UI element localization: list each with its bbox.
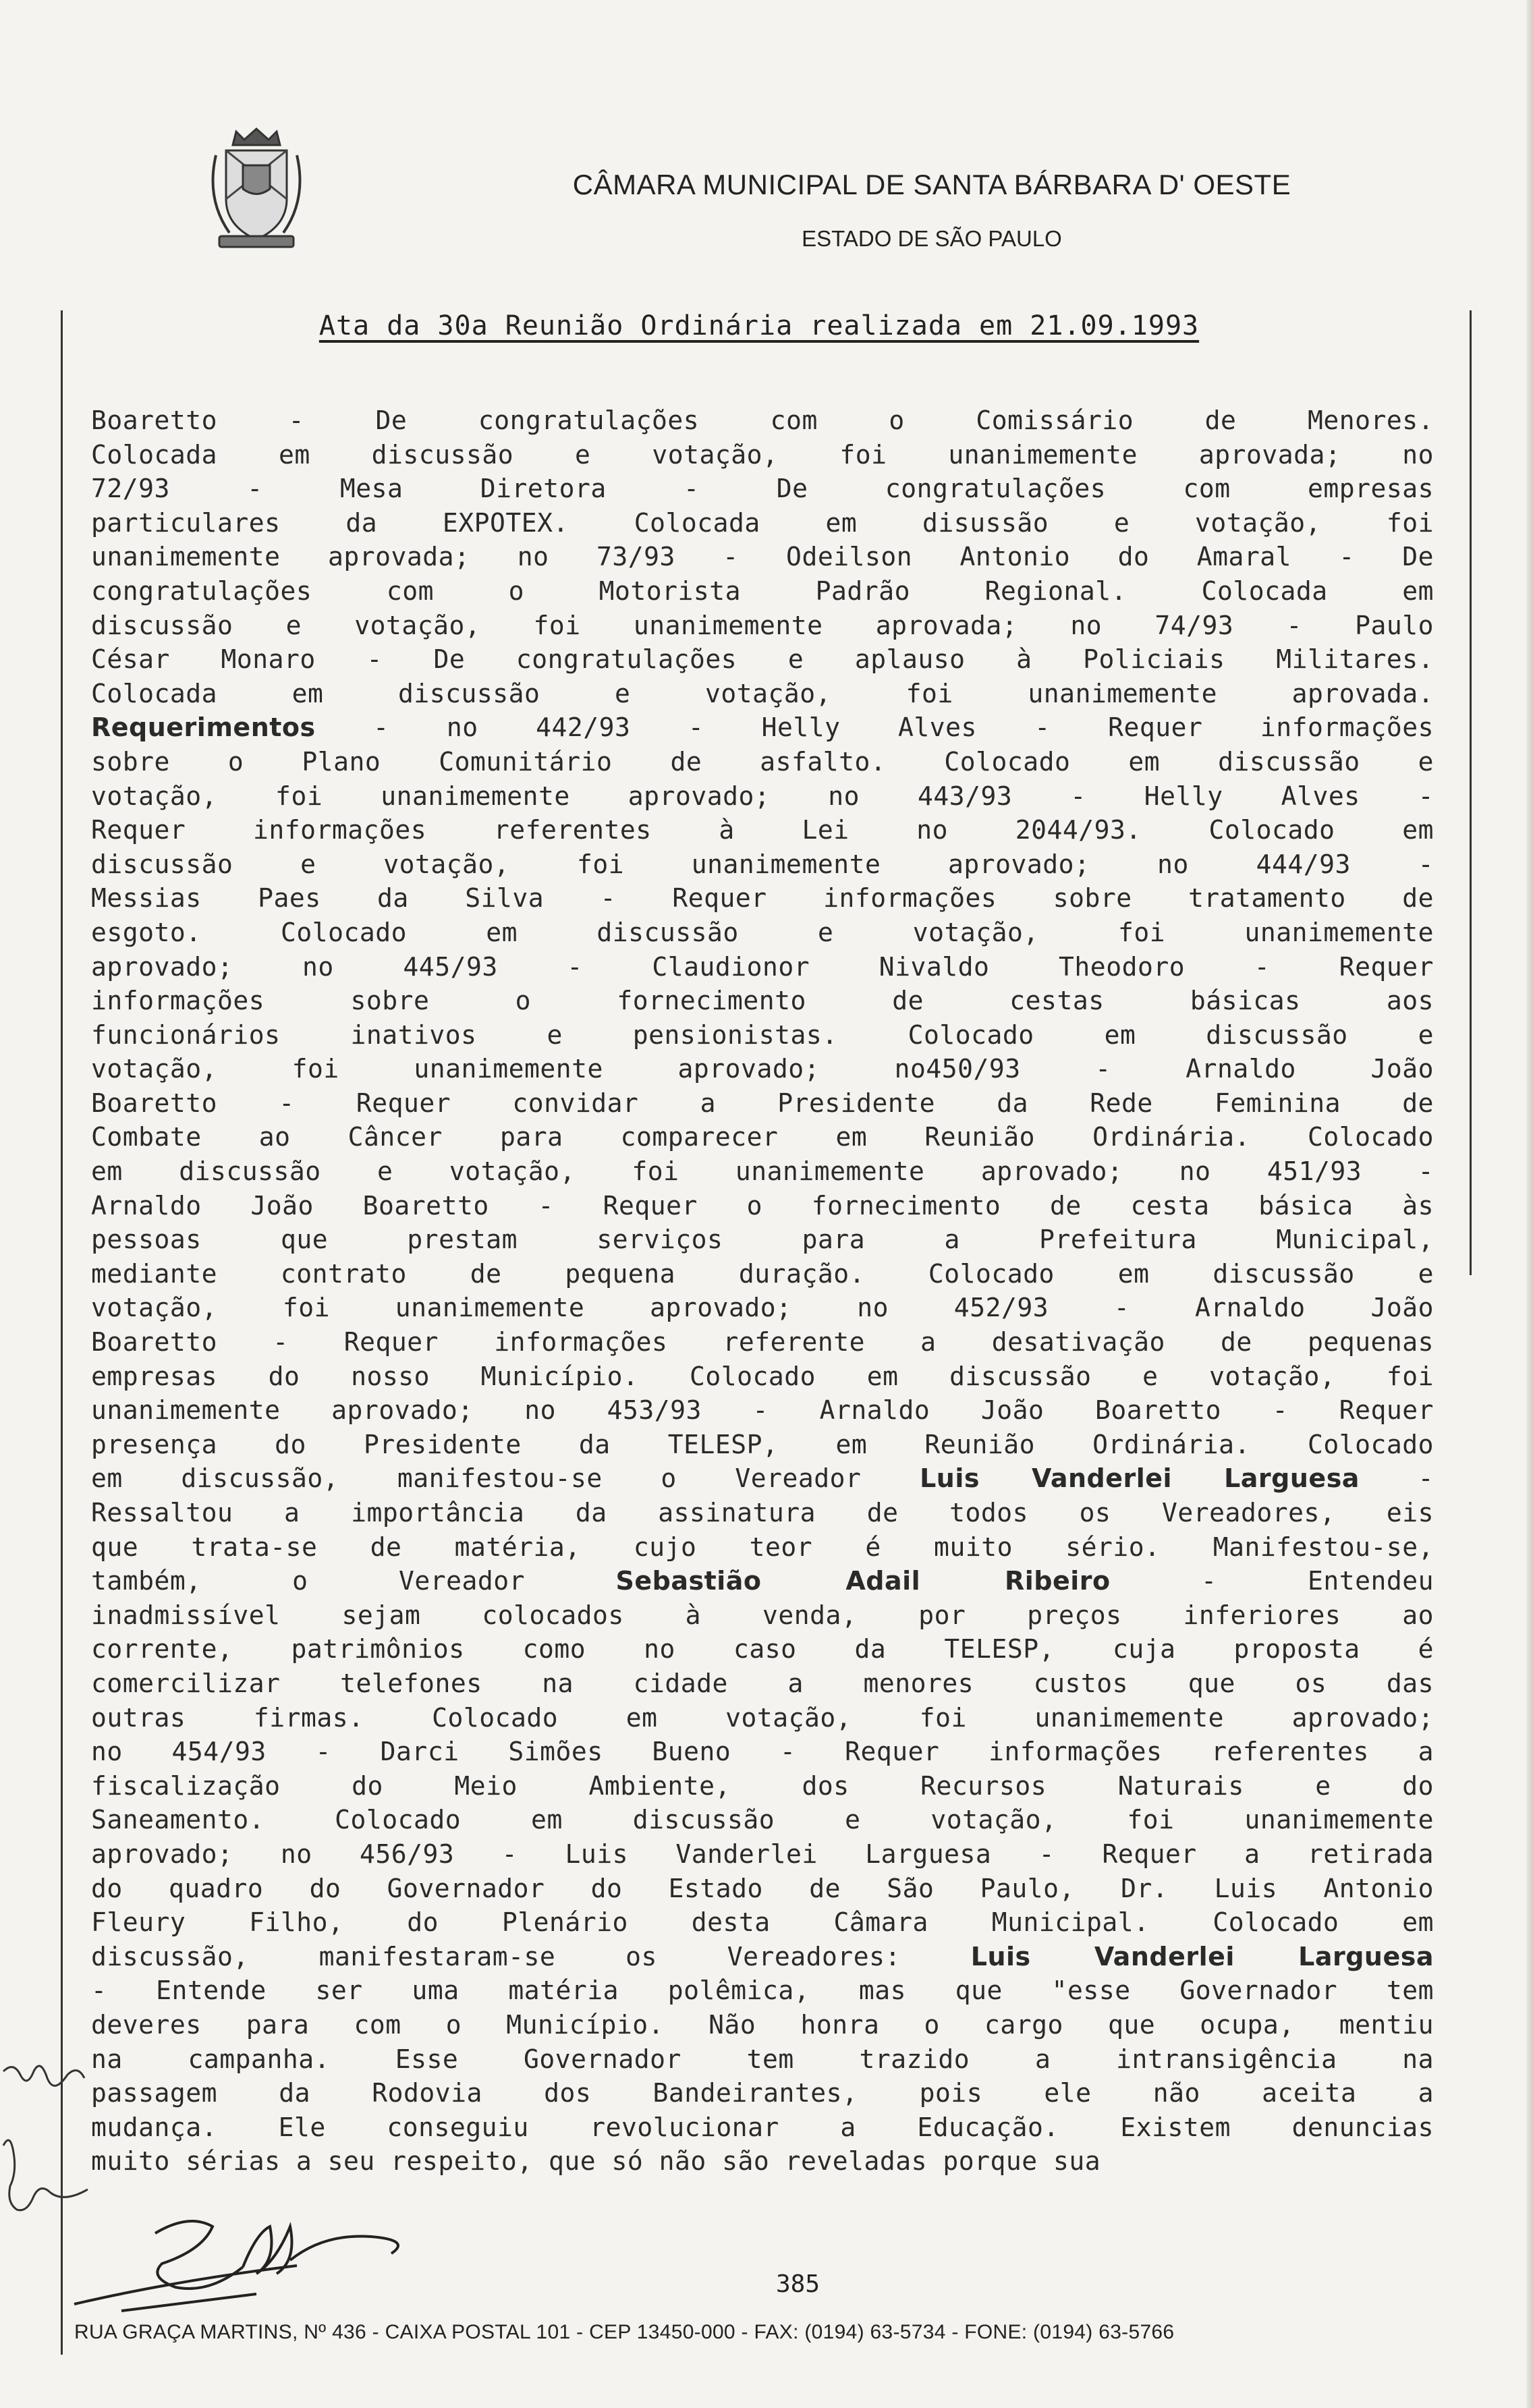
body-line [91,881,1434,916]
body-line [91,1257,1434,1291]
body-line [91,1803,1434,1837]
body-line [91,1735,1434,1769]
body-line [91,1973,1434,2008]
body-emphasis: Luis Vanderlei Larguesa [920,1463,1360,1494]
body-line [91,779,1434,814]
body-text-run: na campanha. Esse Governador tem trazido a intransigência na [91,2044,1434,2074]
footer-address: RUA GRAÇA MARTINS, Nº 436 - CAIXA POSTAL 101 - CEP 13450-000 - FAX: (0194) 63-5734 - FONE: (0194) 63-5766 [74,2321,1175,2343]
body-text-run: - Entende ser uma matéria polêmica, mas que "esse Governador tem [91,1976,1434,2006]
page-number: 385 [776,2270,820,2298]
body-text-run: Messias Paes da Silva - Requer informações sobre tratamento de [91,883,1434,914]
body-line [91,813,1434,847]
body-text-run: sobre o Plano Comunitário de asfalto. Colocado em discussão e [91,746,1434,777]
body-text-run: informações sobre o fornecimento de cestas básicas aos [91,986,1434,1016]
body-line [91,1086,1434,1121]
body-line [91,1667,1434,1701]
body-text-run: Arnaldo João Boaretto - Requer o fornecimento de cesta básica às [91,1190,1434,1221]
body-line [91,1428,1434,1462]
body-text-run: Boaretto - De congratulações com o Comissário de Menores. [91,405,1434,435]
body-line [91,1872,1434,1906]
body-line [91,1905,1434,1940]
body-line [91,2076,1434,2110]
body-line [91,1564,1434,1598]
body-line [91,677,1434,711]
body-line [91,984,1434,1018]
body-line [91,1598,1434,1633]
body-line [91,438,1434,472]
body-text-run: Colocada em discussão e votação, foi unanimemente aprovada; no [91,439,1434,470]
body-line [91,745,1434,779]
body-text-run: mediante contrato de pequena duração. Colocado em discussão e [91,1258,1434,1289]
body-text-run: pessoas que prestam serviços para a Prefeitura Municipal, [91,1225,1434,1255]
body-text-run: empresas do nosso Município. Colocado em discussão e votação, foi [91,1361,1434,1391]
body-text-run: discussão e votação, foi unanimemente aprovada; no 74/93 - Paulo [91,610,1434,640]
body-text-run: particulares da EXPOTEX. Colocada em disussão e votação, foi [91,507,1434,538]
body-text-run: Saneamento. Colocado em discussão e votação, foi unanimemente [91,1805,1434,1835]
body-text-run: corrente, patrimônios como no caso da TELESP, cuja proposta é [91,1634,1434,1664]
body-text-run: no 454/93 - Darci Simões Bueno - Requer informações referentes a [91,1737,1434,1767]
body-text-run: aprovado; no 445/93 - Claudionor Nivaldo Theodoro - Requer [91,951,1434,982]
body-line [91,2110,1434,2145]
body-line [91,642,1434,677]
body-line [91,1189,1434,1223]
handwritten-signature [54,2186,432,2321]
body-line [91,2042,1434,2077]
body-line [91,1223,1434,1257]
body-line [91,1837,1434,1872]
body-text-run: aprovado; no 456/93 - Luis Vanderlei Larguesa - Requer a retirada [91,1839,1434,1869]
body-text-run: deveres para com o Município. Não honra o cargo que ocupa, mentiu [91,2009,1434,2040]
body-text-run: que trata-se de matéria, cujo teor é muito sério. Manifestou-se, [91,1532,1434,1562]
body-text-run: Colocada em discussão e votação, foi unanimemente aprovada. [91,678,1434,708]
body-text-run: Combate ao Câncer para comparecer em Reunião Ordinária. Colocado [91,1122,1434,1152]
body-line [91,1393,1434,1428]
body-text-run: comercilizar telefones na cidade a menores custos que os das [91,1668,1434,1698]
body-text-run: - Entendeu [1110,1566,1434,1596]
body-text-run: fiscalização do Meio Ambiente, dos Recursos Naturais e do [91,1770,1434,1801]
body-line [91,1496,1434,1530]
minutes-body [91,403,1434,2179]
body-text-run: Ressaltou a importância da assinatura de todos os Vereadores, eis [91,1498,1434,1528]
body-text-run: 72/93 - Mesa Diretora - De congratulações com empresas [91,474,1434,504]
body-line [91,1360,1434,1394]
body-text-run: presença do Presidente da TELESP, em Reunião Ordinária. Colocado [91,1429,1434,1459]
body-text-run: unanimemente aprovada; no 73/93 - Odeilson Antonio do Amaral - De [91,542,1434,572]
body-text-run: - [1359,1463,1434,1494]
body-text-run: votação, foi unanimemente aprovado; no 443/93 - Helly Alves - [91,781,1434,811]
body-line [91,1461,1434,1496]
body-text-run: César Monaro - De congratulações e aplauso à Policiais Militares. [91,644,1434,675]
body-emphasis: Luis Vanderlei Larguesa [970,1941,1434,1971]
body-line [91,609,1434,643]
body-line [91,1052,1434,1086]
body-line [91,1120,1434,1154]
body-text-run: Requer informações referentes à Lei no 2044/93. Colocado em [91,815,1434,845]
body-line [91,506,1434,540]
body-text-run: discussão, manifestaram-se os Vereadores: [91,1941,971,1971]
state-name: ESTADO DE SÃO PAULO [802,226,1062,251]
body-text-run: muito sérias a seu respeito, que só não são reveladas porque sua [91,2146,1101,2177]
body-text-run: - no 442/93 - Helly Alves - Requer informações [315,712,1434,743]
body-text-run: Boaretto - Requer convidar a Presidente da Rede Feminina de [91,1088,1434,1118]
body-line [91,574,1434,609]
left-margin-rule [61,310,63,2355]
body-text-run: Boaretto - Requer informações referente a desativação de pequenas [91,1327,1434,1357]
body-text-run: congratulações com o Motorista Padrão Regional. Colocada em [91,576,1434,606]
body-line [91,540,1434,574]
body-text-run: mudança. Ele conseguiu revolucionar a Educação. Existem denuncias [91,2112,1434,2142]
document-title: Ata da 30a Reunião Ordinária realizada em 21.09.1993 [318,310,1200,341]
body-line [91,1530,1434,1565]
page-edge [1526,0,1533,2408]
body-text-run: passagem da Rodovia dos Bandeirantes, pois ele não aceita a [91,2078,1434,2108]
body-line [91,1154,1434,1189]
body-text-run: unanimemente aprovado; no 453/93 - Arnaldo João Boaretto - Requer [91,1395,1434,1426]
body-emphasis: Requerimentos [91,712,316,743]
body-line [91,472,1434,506]
body-line [91,710,1434,745]
body-text-run: outras firmas. Colocado em votação, foi unanimemente aprovado; [91,1702,1434,1733]
body-line [91,403,1434,438]
body-line [91,1325,1434,1360]
body-line [91,950,1434,984]
body-text-run: em discussão, manifestou-se o Vereador [91,1463,920,1494]
body-text-run: votação, foi unanimemente aprovado; no450/93 - Arnaldo João [91,1054,1434,1084]
body-line [91,847,1434,882]
body-line [91,1769,1434,1803]
right-margin-rule [1470,310,1472,1275]
organization-name: CÂMARA MUNICIPAL DE SANTA BÁRBARA D' OESTE [572,169,1291,200]
body-line [91,2008,1434,2042]
body-line [91,2144,1434,2179]
body-line [91,1291,1434,1325]
body-line [91,1632,1434,1667]
body-text-run: votação, foi unanimemente aprovado; no 452/93 - Arnaldo João [91,1293,1434,1323]
body-emphasis: Sebastião Adail Ribeiro [615,1566,1111,1596]
body-text-run: esgoto. Colocado em discussão e votação, foi unanimemente [91,917,1434,947]
body-text-run: em discussão e votação, foi unanimemente aprovado; no 451/93 - [91,1156,1434,1187]
body-line [91,916,1434,950]
body-line [91,1940,1434,1974]
body-line [91,1701,1434,1735]
body-text-run: Fleury Filho, do Plenário desta Câmara Municipal. Colocado em [91,1907,1434,1938]
body-text-run: discussão e votação, foi unanimemente aprovado; no 444/93 - [91,849,1434,879]
body-text-run: também, o Vereador [91,1566,616,1596]
body-line [91,1018,1434,1053]
body-text-run: funcionários inativos e pensionistas. Colocado em discussão e [91,1019,1434,1050]
body-text-run: inadmissível sejam colocados à venda, por preços inferiores ao [91,1600,1434,1630]
body-text-run: do quadro do Governador do Estado de São Paulo, Dr. Luis Antonio [91,1873,1434,1903]
